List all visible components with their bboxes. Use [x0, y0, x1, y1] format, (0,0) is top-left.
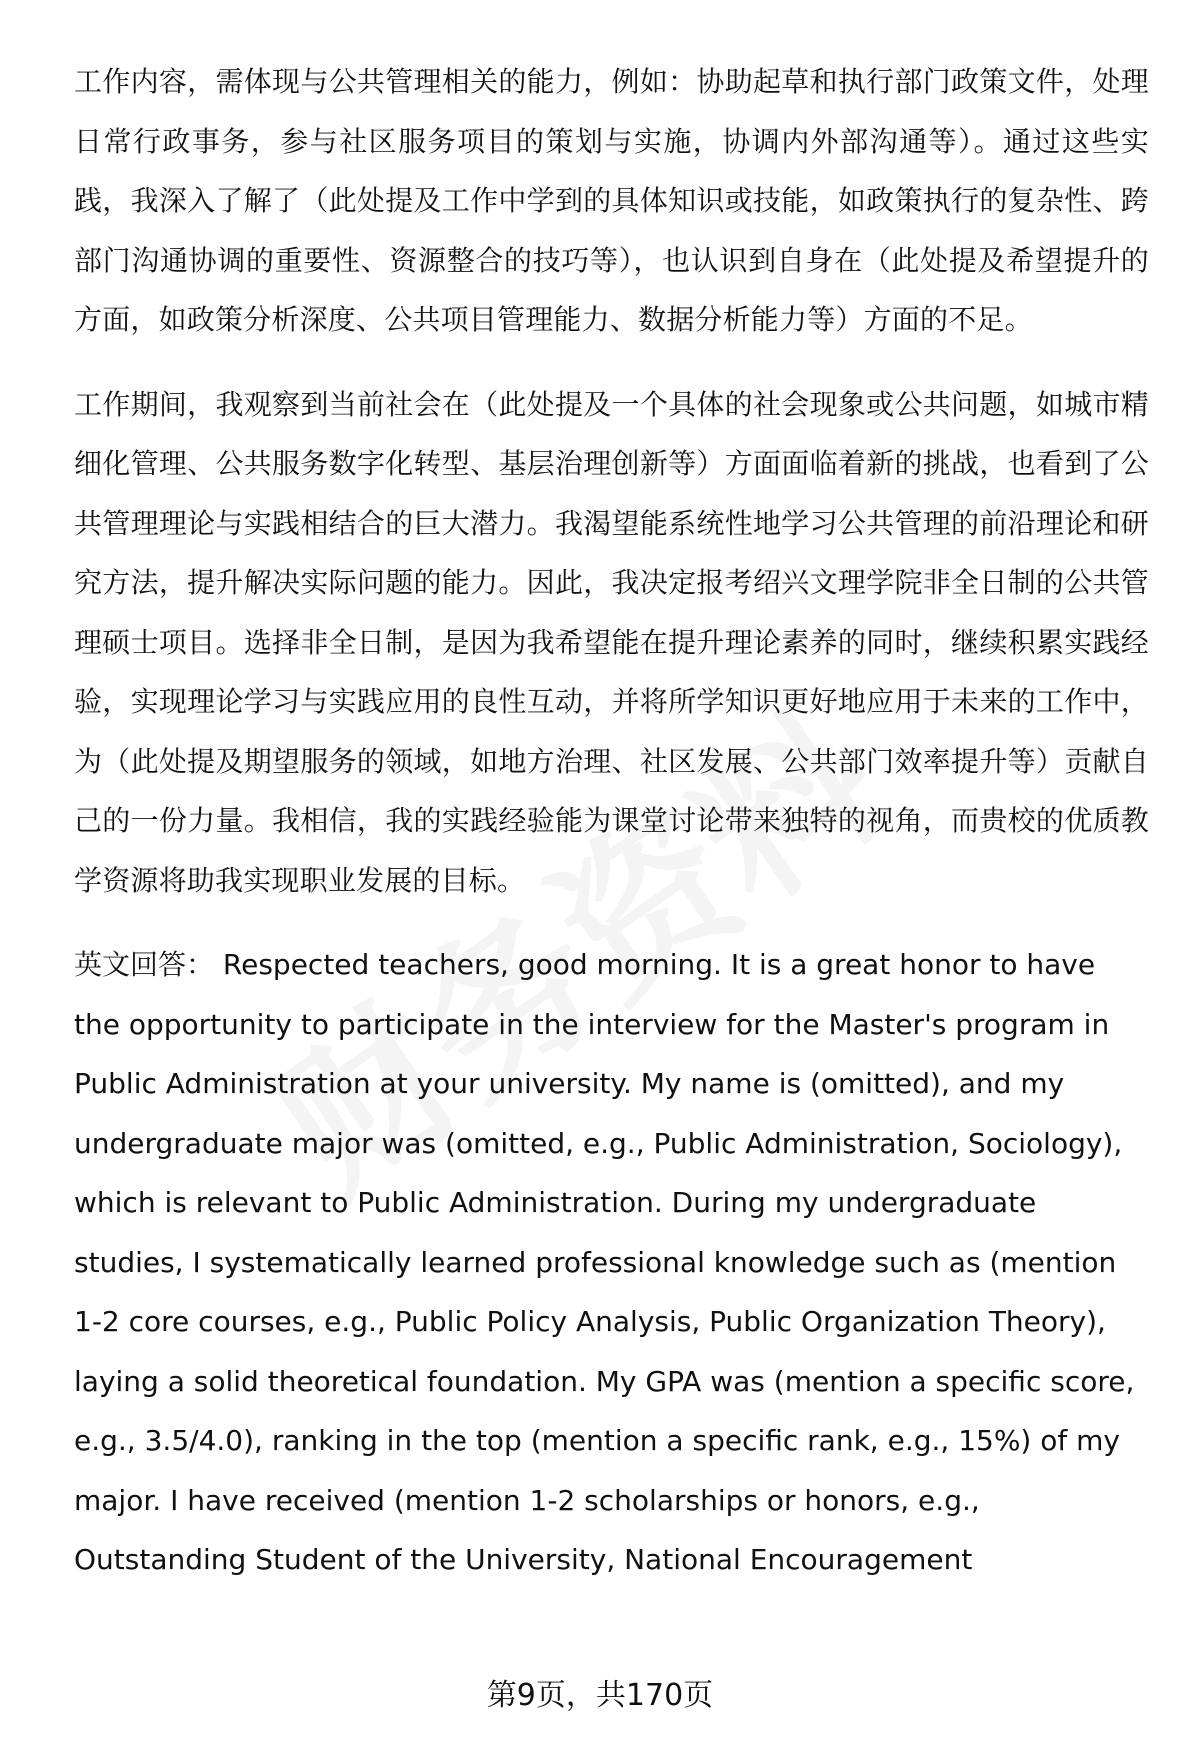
- document-page: [74, 52, 1149, 1590]
- paragraph-work-content: 工作内容，需体现与公共管理相关的能力，例如：协助起草和执行部门政策文件，处理日常行政事务，参与社区服务项目的策划与实施，协调内外部沟通等）。通过这些实践，我深入了解了（此处提及工作中学到的具体知识或技能，如政策执行的复杂性、跨部门沟通协调的重要性、资源整合的技巧等），也认识到自身在（此处提及希望提升的方面，如政策分析深度、公共项目管理能力、数据分析能力等）方面的不足。: [74, 65, 1149, 336]
- english-answer-label: 英文回答：: [74, 948, 215, 981]
- paragraph-english-answer: [74, 935, 1149, 1590]
- page-number-footer: 第9页，共170页: [486, 1678, 714, 1713]
- english-answer-spacer: [214, 948, 223, 981]
- paragraph-motivation: 工作期间，我观察到当前社会在（此处提及一个具体的社会现象或公共问题，如城市精细化管理、公共服务数字化转型、基层治理创新等）方面面临着新的挑战，也看到了公共管理理论与实践相结合的巨大潜力。我渴望能系统性地学习公共管理的前沿理论和研究方法，提升解决实际问题的能力。因此，我决定报考绍兴文理学院非全日制的公共管理硕士项目。选择非全日制，是因为我希望能在提升理论素养的同时，继续积累实践经验，实现理论学习与实践应用的良性互动，并将所学知识更好地应用于未来的工作中，为（此处提及期望服务的领域，如地方治理、社区发展、公共部门效率提升等）贡献自己的一份力量。我相信，我的实践经验能为课堂讨论带来独特的视角，而贵校的优质教学资源将助我实现职业发展的目标。: [74, 387, 1149, 897]
- english-answer-text: Respected teachers, good morning. It is a great honor to have the opportunity to participate in the interview for the Master's program in Public Administration at your university. My name is (omitted), and my undergraduate major was (omitted, e.g., Public Administration, Sociology), which is relevant to Public Administration. During my undergraduate studies, I systematically learned professional knowledge such as (mention 1-2 core courses, e.g., Public Policy Analysis, Public Organization Theory), laying a solid theoretical foundation. My GPA was (mention a specific score, e.g., 3.5/4.0), ranking in the top (mention a specific rank, e.g., 15%) of my major. I have received (mention 1-2 scholarships or honors, e.g., Outstanding Student of the University, National Encouragement: [74, 948, 1135, 1576]
